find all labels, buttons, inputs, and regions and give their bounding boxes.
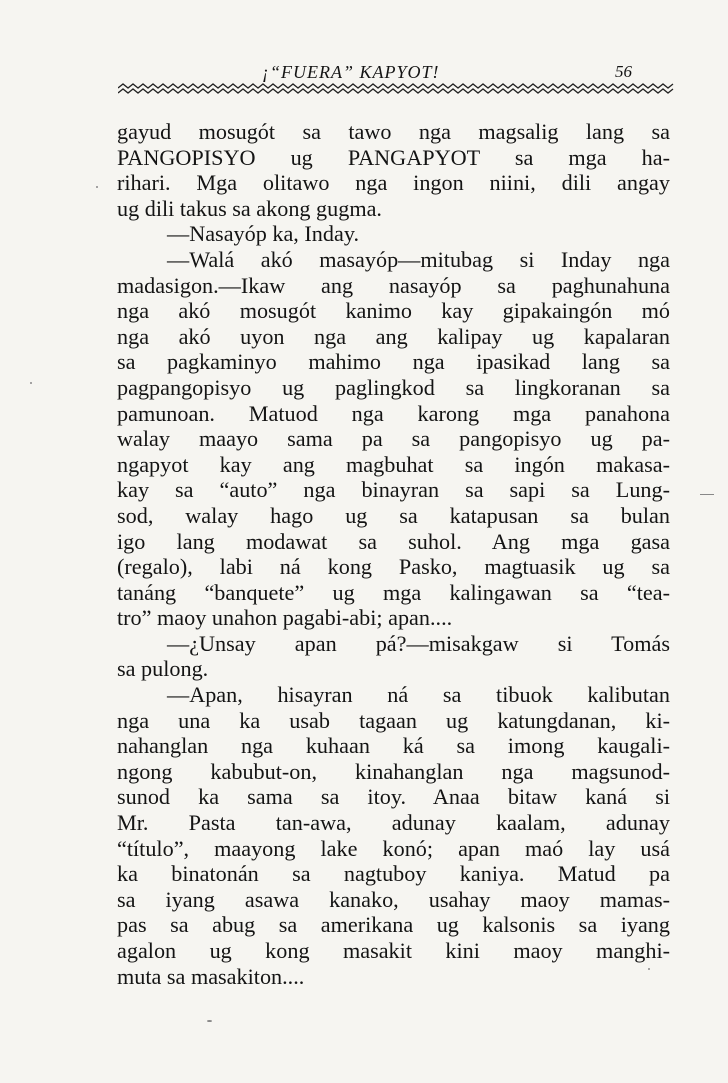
text-line: sa pagkaminyo mahimo nga ipasikad lang sa	[117, 349, 670, 375]
paper-speck	[30, 382, 32, 384]
text-line: madasigon.—Ikaw ang nasayóp sa paghunahuna	[117, 272, 670, 298]
text-line: “título”, maayong lake konó; apan maó lay usá	[117, 835, 670, 861]
text-line: muta sa masakiton....	[117, 963, 305, 989]
paper-speck	[700, 494, 714, 495]
text-line: Mr. Pasta tan-awa, adunay kaalam, adunay	[117, 810, 670, 836]
text-line: sa pulong.	[117, 656, 209, 682]
text-line: sa iyang asawa kanako, usahay maoy mamas-	[117, 886, 670, 912]
text-line: tro” maoy unahon pagabi-abi; apan....	[117, 605, 453, 631]
text-line: nga akó mosugót kanimo kay gipakaingón mó	[117, 298, 670, 324]
text-line: —Nasayóp ka, Inday.	[167, 221, 360, 247]
text-line: rihari. Mga olitawo nga ingon niini, dili angay	[117, 170, 670, 196]
text-line: ka binatonán sa nagtuboy kaniya. Matud pa	[117, 861, 670, 887]
text-line: igo lang modawat sa suhol. Ang mga gasa	[117, 528, 670, 554]
text-line: tanáng “banquete” ug mga kalingawan sa “tea-	[117, 579, 670, 605]
text-line: ug dili takus sa akong gugma.	[117, 195, 382, 221]
decorative-wavy-rule	[118, 82, 674, 96]
text-line: gayud mosugót sa tawo nga magsalig lang sa	[117, 119, 670, 144]
text-line: pas sa abug sa amerikana ug kalsonis sa iyang	[117, 912, 670, 938]
paper-speck	[648, 968, 650, 970]
text-line: pamunoan. Matuod nga karong mga panahona	[117, 400, 670, 426]
running-header	[112, 62, 632, 84]
page-number: 56	[615, 62, 632, 81]
text-line: nga una ka usab tagaan ug katungdanan, ki-	[117, 707, 670, 733]
text-line: nga akó uyon nga ang kalipay ug kapalaran	[117, 323, 670, 349]
text-line: (regalo), labi ná kong Pasko, magtuasik ug sa	[117, 554, 670, 580]
paper-speck	[207, 1020, 212, 1022]
text-line: —Walá akó masayóp—mitubag si Inday nga	[167, 246, 670, 272]
text-line: nahanglan nga kuhaan ká sa imong kaugali-	[117, 733, 670, 759]
body-text	[117, 119, 670, 989]
text-line: ngong kabubut-on, kinahanglan nga magsunod-	[117, 758, 670, 784]
text-line: —¿Unsay apan pá?—misakgaw si Tomás	[167, 630, 670, 656]
text-line: sod, walay hago ug sa katapusan sa bulan	[117, 502, 670, 528]
text-line: pagpangopisyo ug paglingkod sa lingkoranan sa	[117, 374, 670, 400]
text-line: PANGOPISYO ug PANGAPYOT sa mga ha-	[117, 144, 670, 170]
paper-speck	[96, 186, 98, 188]
text-line: walay maayo sama pa sa pangopisyo ug pa-	[117, 426, 670, 452]
text-line: sunod ka sama sa itoy. Anaa bitaw kaná si	[117, 784, 670, 810]
text-line: ngapyot kay ang magbuhat sa ingón makasa-	[117, 451, 670, 477]
text-line: —Apan, hisayran ná sa tibuok kalibutan	[167, 682, 670, 708]
text-line: agalon ug kong masakit kini maoy manghi-	[117, 938, 670, 963]
text-line: kay sa “auto” nga binayran sa sapi sa Lung-	[117, 477, 670, 503]
header-title: ¡“FUERA” KAPYOT!	[262, 62, 440, 82]
